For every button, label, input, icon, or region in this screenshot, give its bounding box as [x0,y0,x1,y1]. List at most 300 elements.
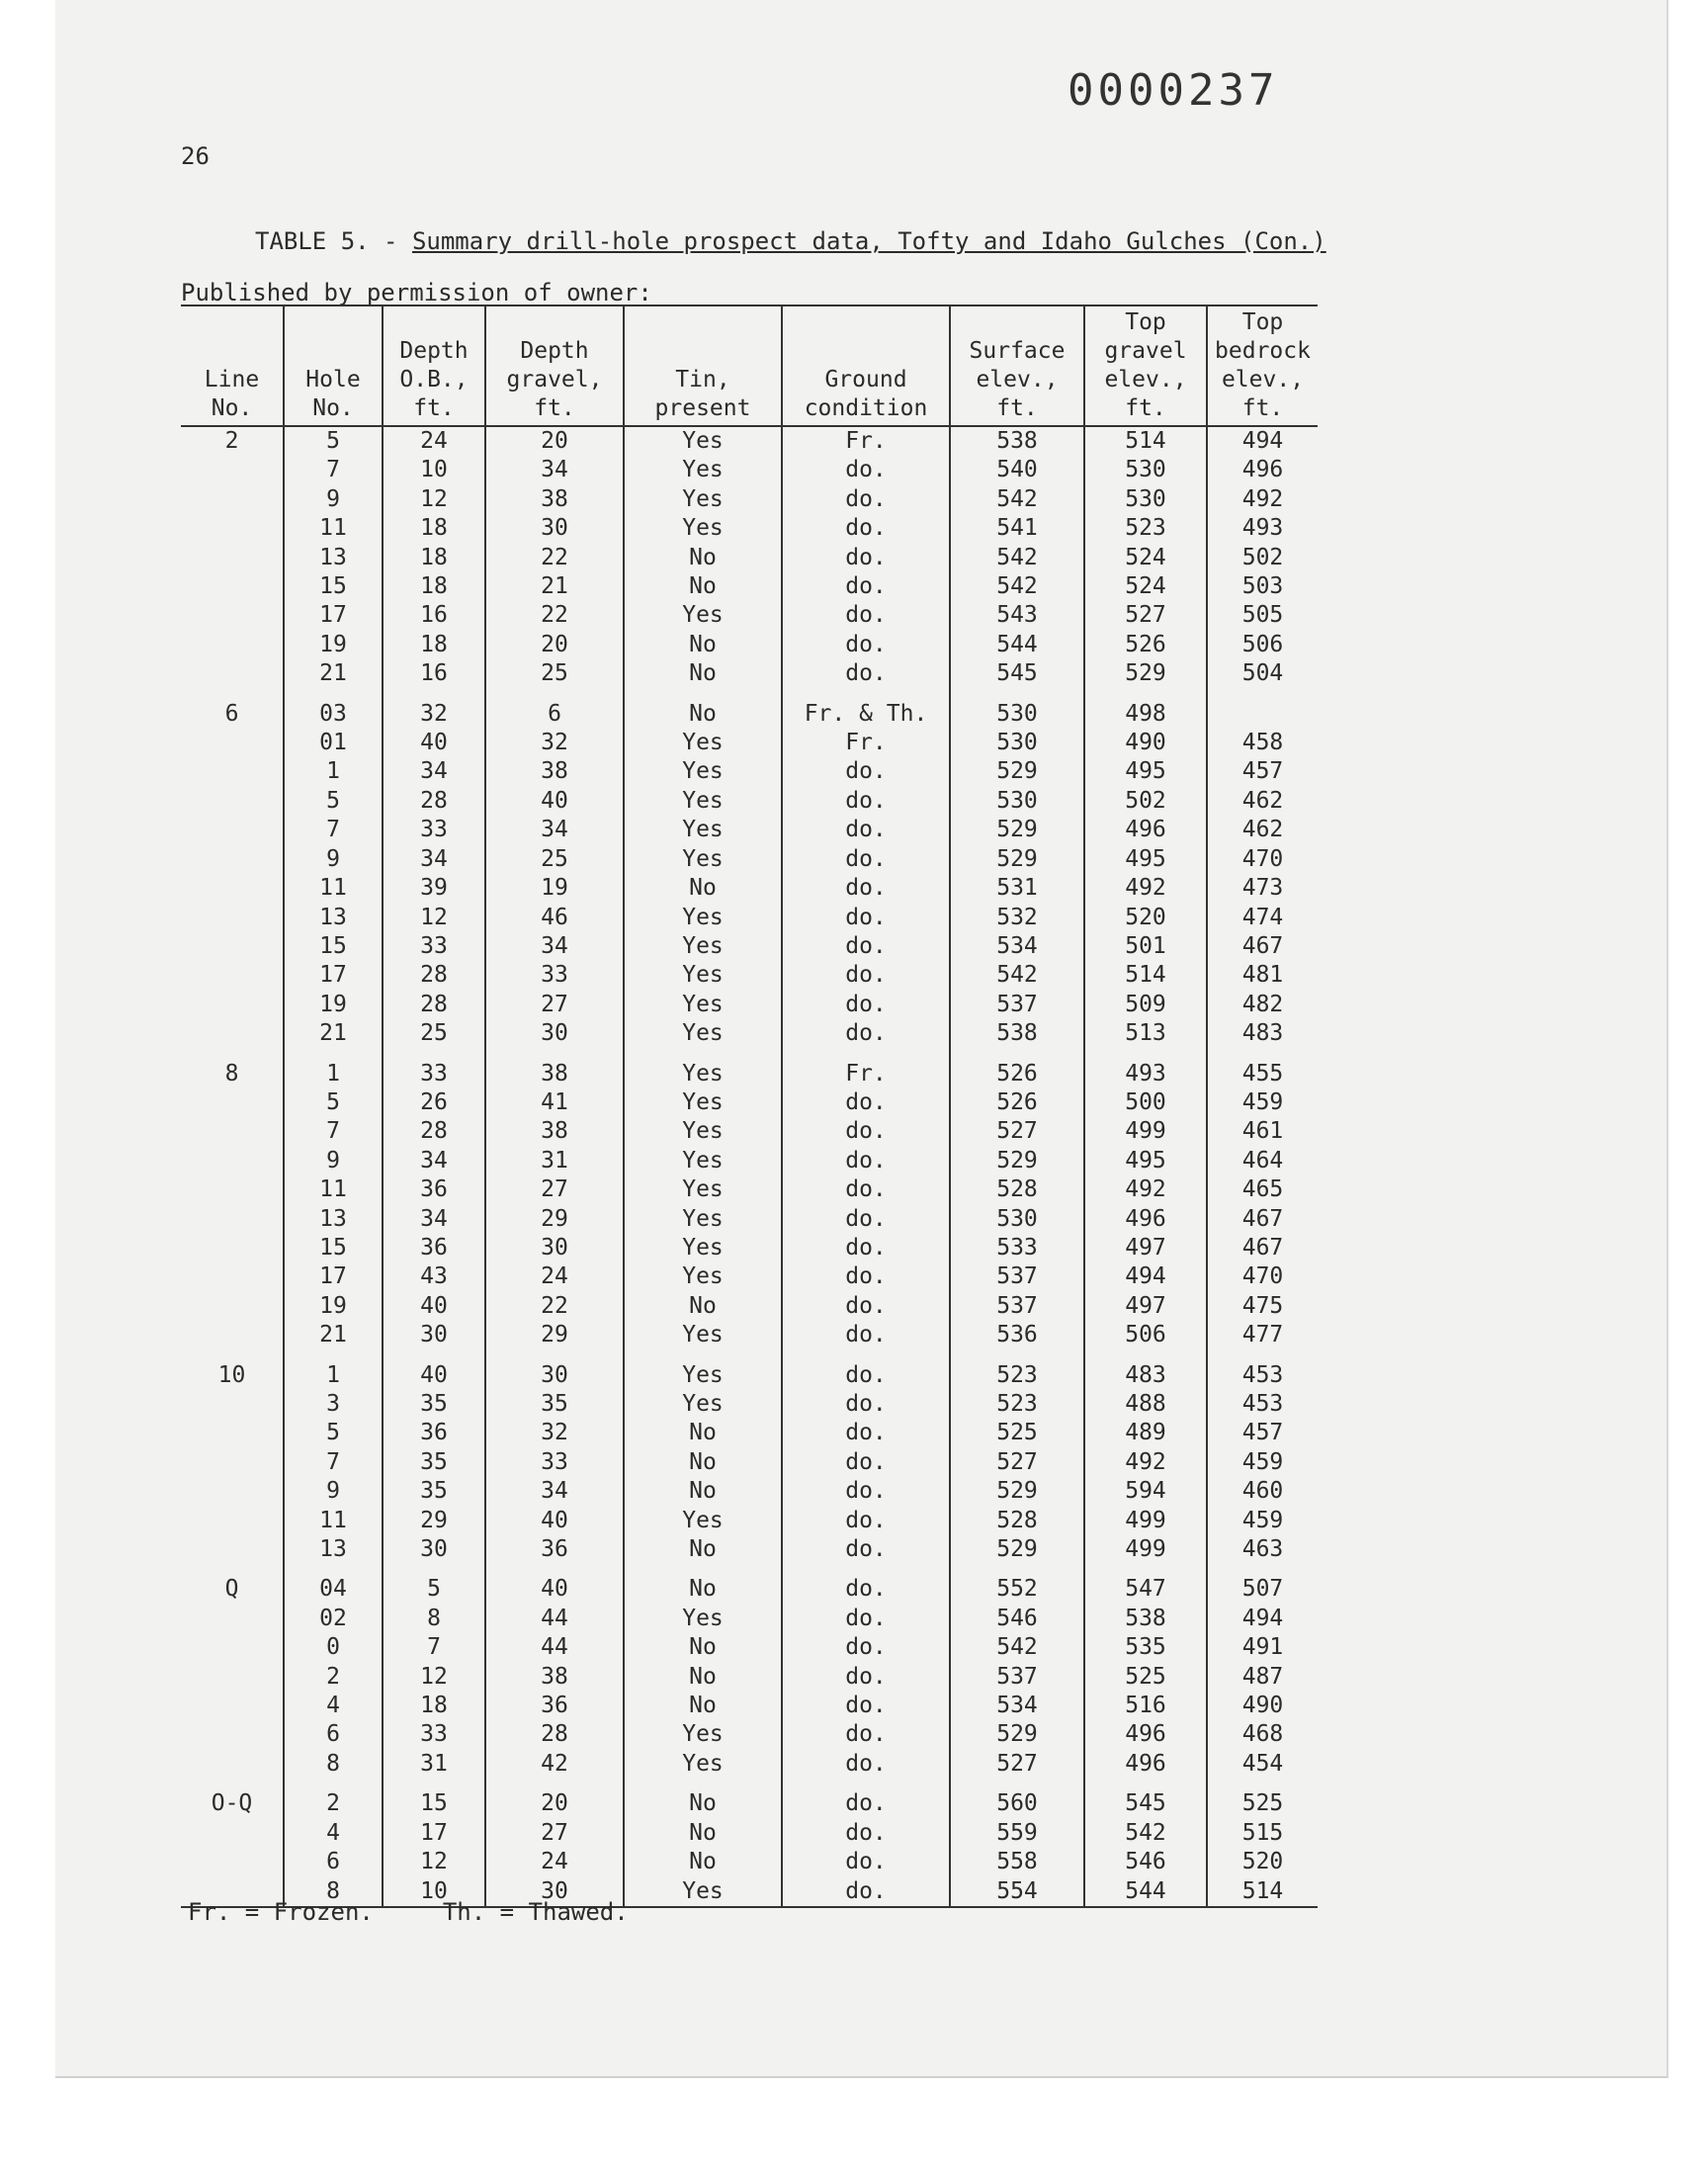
column-header [950,305,1084,426]
table-cell: 538 [1084,1605,1207,1633]
table-cell: 538 [950,426,1084,456]
table-cell [181,456,284,484]
table-cell: 13 [284,1535,383,1564]
table-cell: 21 [284,659,383,688]
table-cell: 15 [284,932,383,961]
table-cell: 483 [1207,1019,1318,1048]
column-header [782,305,950,426]
table-cell: 527 [950,1117,1084,1146]
table-row [181,456,1318,484]
table-cell: 38 [485,1663,624,1692]
table-cell: 36 [485,1692,624,1720]
table-cell: 3 [284,1390,383,1419]
table-cell: 494 [1084,1262,1207,1291]
table-cell: No [624,1848,782,1876]
table-cell: 523 [950,1350,1084,1390]
table-cell: do. [782,601,950,630]
table-cell: 30 [383,1321,485,1349]
table-cell: 546 [950,1605,1084,1633]
table-cell: 543 [950,601,1084,630]
table-cell: 44 [485,1633,624,1662]
table-row [181,845,1318,874]
table-row [181,1535,1318,1564]
table-cell: 463 [1207,1535,1318,1564]
table-cell: 39 [383,874,485,903]
table-cell: 530 [950,729,1084,757]
column-header-line: ft. [413,395,455,421]
table-cell: Yes [624,816,782,844]
table-cell: 19 [485,874,624,903]
table-cell: 535 [1084,1633,1207,1662]
table-cell: Fr. [782,729,950,757]
table-cell: 506 [1084,1321,1207,1349]
table-cell: 22 [485,544,624,572]
table-cell: 529 [950,1147,1084,1175]
table-title-prefix: TABLE 5. - [255,227,412,255]
table-cell: 34 [485,1477,624,1506]
table-cell: No [624,1292,782,1321]
table-cell: 559 [950,1819,1084,1848]
table-cell: 529 [1084,659,1207,688]
table-cell: 4 [284,1692,383,1720]
table-cell: 494 [1207,426,1318,456]
table-cell [181,787,284,816]
table-cell: do. [782,1877,950,1907]
table-cell: 32 [485,729,624,757]
table-cell: do. [782,1779,950,1818]
footnote-thawed: Th. = Thawed. [442,1898,629,1926]
table-cell: Yes [624,485,782,514]
table-cell: 5 [284,1419,383,1447]
table-cell: 477 [1207,1321,1318,1349]
table-cell: 13 [284,904,383,932]
table-cell: 501 [1084,932,1207,961]
table-cell: 533 [950,1234,1084,1262]
table-cell: 20 [485,631,624,659]
table-cell: 496 [1084,1750,1207,1779]
table-cell: 534 [950,1692,1084,1720]
table-cell: 25 [485,845,624,874]
table-cell: 455 [1207,1049,1318,1088]
column-header-line: O.B., [399,367,469,392]
table-row [181,485,1318,514]
column-header-line: Top [1125,309,1166,335]
table-cell: 468 [1207,1720,1318,1749]
table-cell: 552 [950,1564,1084,1604]
table-cell: 17 [284,601,383,630]
table-cell: do. [782,1321,950,1349]
table-cell: Yes [624,1877,782,1907]
table-cell: 12 [383,485,485,514]
table-cell: 38 [485,1117,624,1146]
table-cell: 560 [950,1779,1084,1818]
table-row [181,601,1318,630]
table-row [181,1477,1318,1506]
table-cell: 496 [1084,1720,1207,1749]
drill-hole-table [181,304,1318,1908]
table-cell: 525 [1084,1663,1207,1692]
table-cell: 491 [1207,1633,1318,1662]
table-cell: 7 [284,1117,383,1146]
table-cell: 34 [383,1205,485,1234]
column-header-line: present [654,395,751,421]
table-cell: 1 [284,1049,383,1088]
table-cell: 01 [284,729,383,757]
table-cell: 542 [950,1633,1084,1662]
table-cell: Yes [624,514,782,543]
table-cell: 32 [485,1419,624,1447]
column-header-line: condition [804,395,928,421]
table-cell: 27 [485,991,624,1019]
table-cell: 459 [1207,1507,1318,1535]
table-cell: 40 [485,1564,624,1604]
table-row [181,1234,1318,1262]
table-cell: 35 [383,1477,485,1506]
table-row [181,659,1318,688]
table-cell: 16 [383,659,485,688]
table-cell: O-Q [211,1790,253,1817]
table-row [181,1720,1318,1749]
table-cell: 20 [485,426,624,456]
table-cell: 1 [284,757,383,786]
table-cell: 527 [950,1448,1084,1477]
table-cell: 5 [284,787,383,816]
table-cell: 03 [284,689,383,729]
table-cell: 536 [950,1321,1084,1349]
table-cell: do. [782,456,950,484]
table-cell: 470 [1207,845,1318,874]
table-cell [181,845,284,874]
table-cell: 462 [1207,787,1318,816]
table-row [181,1175,1318,1204]
table-cell: 467 [1207,932,1318,961]
table-cell: 28 [383,1117,485,1146]
table-cell: Q [224,1576,239,1603]
column-header-line: elev., [976,367,1059,392]
table-cell: No [624,874,782,903]
table-row [181,1147,1318,1175]
table-cell: Yes [624,845,782,874]
table-cell: 499 [1084,1117,1207,1146]
table-cell: do. [782,1175,950,1204]
column-header-line: Depth [520,338,589,364]
table-cell: do. [782,485,950,514]
table-cell: do. [782,1019,950,1048]
table-cell: 542 [950,544,1084,572]
table-cell: No [624,1692,782,1720]
column-header-line: elev., [1221,367,1305,392]
table-cell: No [624,631,782,659]
table-cell: do. [782,1720,950,1749]
table-cell: 24 [383,426,485,456]
column-header-line: Top [1241,309,1284,335]
table-cell: 17 [284,1262,383,1291]
table-cell: 38 [485,485,624,514]
table-row [181,1605,1318,1633]
table-cell: 490 [1084,729,1207,757]
column-header [624,305,782,426]
table-cell [181,757,284,786]
table-cell: 33 [383,816,485,844]
table-cell: 0 [284,1633,383,1662]
table-cell: 524 [1084,572,1207,601]
table-cell: do. [782,544,950,572]
table-cell: Yes [624,1175,782,1204]
table-cell: 8 [284,1877,383,1907]
table-row [181,514,1318,543]
table-cell [181,659,284,688]
table-cell: Yes [624,1350,782,1390]
table-cell: 02 [284,1605,383,1633]
table-cell: Yes [624,1750,782,1779]
table-cell: 38 [485,1049,624,1088]
table-cell: 18 [383,514,485,543]
table-cell: do. [782,932,950,961]
table-cell: 509 [1084,991,1207,1019]
table-cell [181,961,284,990]
table-cell: 482 [1207,991,1318,1019]
table-cell: Yes [624,904,782,932]
table-row [181,1088,1318,1117]
table-cell: do. [782,572,950,601]
table-cell: 33 [485,961,624,990]
table-cell: 29 [383,1507,485,1535]
table-cell: 43 [383,1262,485,1291]
table-cell: 459 [1207,1448,1318,1477]
table-cell: 34 [383,845,485,874]
table-cell: 524 [1084,544,1207,572]
table-cell: do. [782,1292,950,1321]
table-cell: 35 [383,1390,485,1419]
table-row [181,787,1318,816]
table-cell: 27 [485,1175,624,1204]
table-cell: Yes [624,1507,782,1535]
table-cell: 530 [950,689,1084,729]
table-cell: do. [782,991,950,1019]
table-row [181,1448,1318,1477]
table-cell: Yes [624,1117,782,1146]
footnotes [188,1898,698,1926]
table-cell: 545 [1084,1779,1207,1818]
table-cell: 34 [485,816,624,844]
table-cell: 507 [1207,1564,1318,1604]
column-header-line: bedrock [1215,338,1311,364]
table-cell: 18 [383,1692,485,1720]
table-cell: 547 [1084,1564,1207,1604]
table-row [181,1117,1318,1146]
table-cell: Fr. [782,426,950,456]
table-cell: 7 [284,1448,383,1477]
table-cell: 523 [950,1390,1084,1419]
table-cell: 487 [1207,1663,1318,1692]
table-cell: 8 [284,1750,383,1779]
table-cell: 9 [284,1477,383,1506]
column-header [485,305,624,426]
table-cell [181,1605,284,1633]
table-cell: 520 [1207,1848,1318,1876]
table-row [181,1564,1318,1604]
table-cell: 457 [1207,1419,1318,1447]
table-cell: 554 [950,1877,1084,1907]
table-cell: do. [782,1477,950,1506]
table-cell [181,932,284,961]
table-cell: 526 [950,1088,1084,1117]
table-cell: 30 [485,1877,624,1907]
table-row [181,1692,1318,1720]
table-cell [181,1019,284,1048]
table-cell: 499 [1084,1507,1207,1535]
table-cell: 537 [950,1262,1084,1291]
table-cell: 526 [1084,631,1207,659]
table-cell: No [624,659,782,688]
column-header-line: ft. [996,395,1038,421]
table-cell: 6 [224,700,239,727]
table-cell [181,1205,284,1234]
table-cell: do. [782,514,950,543]
column-header-line: Line [204,367,260,392]
table-cell: 36 [383,1234,485,1262]
table-cell: Yes [624,991,782,1019]
table-cell [181,874,284,903]
table-cell: 31 [383,1750,485,1779]
table-cell: do. [782,1088,950,1117]
table-row [181,544,1318,572]
table-cell: do. [782,1390,950,1419]
table-cell: do. [782,631,950,659]
table-cell: 15 [284,1234,383,1262]
table-cell: 11 [284,1507,383,1535]
table-cell: 530 [950,787,1084,816]
table-row [181,1663,1318,1692]
column-header-line: ft. [1241,395,1284,421]
table-cell: do. [782,1663,950,1692]
table-subtitle: Published by permission of owner: [181,279,652,306]
table-cell: 7 [284,816,383,844]
table-cell: 516 [1084,1692,1207,1720]
table-cell: 502 [1207,544,1318,572]
table-cell: 542 [1084,1819,1207,1848]
table-cell: do. [782,1147,950,1175]
table-row [181,1292,1318,1321]
table-cell: No [624,1535,782,1564]
table-cell: 529 [950,1720,1084,1749]
table-cell: Fr. [782,1049,950,1088]
table-cell: 467 [1207,1205,1318,1234]
table-cell: 465 [1207,1175,1318,1204]
table-cell: 10 [383,456,485,484]
table-row [181,874,1318,903]
table-cell [181,1448,284,1477]
table-cell: 514 [1084,426,1207,456]
table-cell: 534 [950,932,1084,961]
table-cell: 474 [1207,904,1318,932]
table-cell: Yes [624,787,782,816]
table-cell: 540 [950,456,1084,484]
page-number: 26 [181,142,210,170]
table-cell: 505 [1207,601,1318,630]
table-cell [181,1088,284,1117]
column-header-line: elev., [1104,367,1187,392]
table-cell: 34 [383,757,485,786]
table-cell [181,1477,284,1506]
table-cell: 22 [485,601,624,630]
table-cell: 44 [485,1605,624,1633]
table-cell: do. [782,1234,950,1262]
table-row [181,572,1318,601]
table-body [181,426,1318,1907]
table-cell: 30 [485,514,624,543]
table-row [181,1419,1318,1447]
table-cell: 475 [1207,1292,1318,1321]
table-cell: 457 [1207,757,1318,786]
table-cell: 34 [383,1147,485,1175]
table-cell: Yes [624,1234,782,1262]
table-row [181,1019,1318,1048]
table-cell: do. [782,845,950,874]
table-cell: 30 [485,1019,624,1048]
table-cell [181,1262,284,1291]
table-cell: do. [782,1448,950,1477]
table-cell: 35 [383,1448,485,1477]
table-cell: 594 [1084,1477,1207,1506]
table-cell: 28 [383,961,485,990]
table-cell: 497 [1084,1234,1207,1262]
table-row [181,961,1318,990]
table-cell: 500 [1084,1088,1207,1117]
table-cell: 18 [383,544,485,572]
table-cell: 529 [950,757,1084,786]
table-cell [181,1848,284,1876]
table-row [181,1390,1318,1419]
table-cell: 29 [485,1321,624,1349]
table-cell: 5 [284,1088,383,1117]
table-cell: 458 [1207,729,1318,757]
table-cell: 24 [485,1262,624,1291]
table-cell: 28 [485,1720,624,1749]
table-row [181,689,1318,729]
table-cell: 6 [284,1848,383,1876]
table-cell: 36 [383,1175,485,1204]
table-cell: 530 [950,1205,1084,1234]
table-cell: do. [782,961,950,990]
table-cell: 5 [383,1564,485,1604]
table-cell: do. [782,787,950,816]
table-cell [181,1292,284,1321]
table-cell: Fr. & Th. [782,689,950,729]
table-row [181,1507,1318,1535]
table-cell: 473 [1207,874,1318,903]
table-cell: 464 [1207,1147,1318,1175]
table-row [181,904,1318,932]
table-cell: do. [782,1507,950,1535]
column-header-line: Surface [969,338,1066,364]
table-row [181,1321,1318,1349]
table-cell: 529 [950,1535,1084,1564]
table-cell: 488 [1084,1390,1207,1419]
column-header-line: gravel [1104,338,1187,364]
table-cell: 17 [284,961,383,990]
table-cell [181,816,284,844]
table-cell: 504 [1207,659,1318,688]
table-cell: No [624,1564,782,1604]
table-cell: Yes [624,1088,782,1117]
table-cell: 7 [383,1633,485,1662]
table-cell: No [624,1419,782,1447]
table-cell: 12 [383,904,485,932]
table-row [181,1779,1318,1818]
table-cell: do. [782,1848,950,1876]
table-cell: 17 [383,1819,485,1848]
